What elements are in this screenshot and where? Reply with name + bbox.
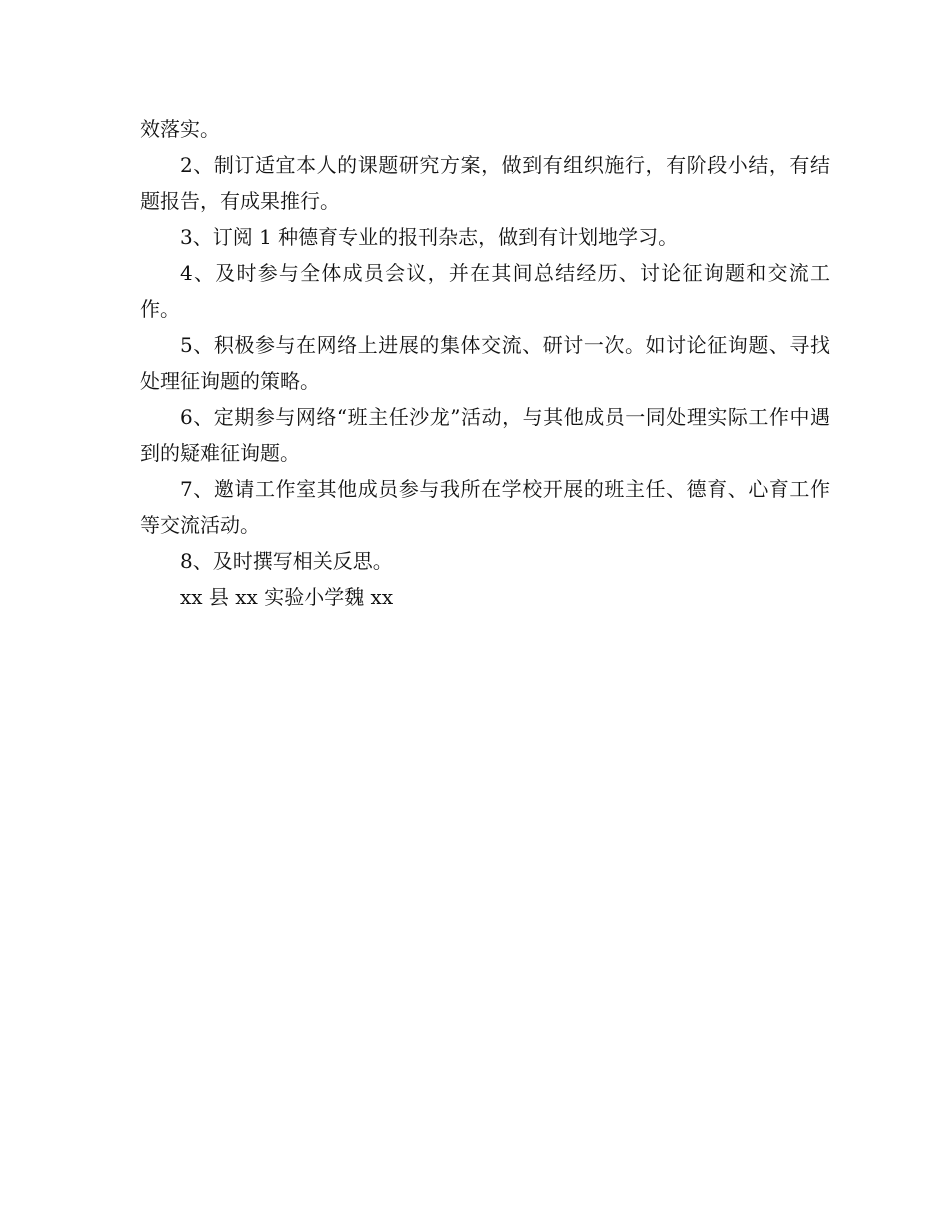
list-item-7: 7、邀请工作室其他成员参与我所在学校开展的班主任、德育、心育工作等交流活动。 (140, 477, 830, 537)
list-item-2: 2、制订适宜本人的课题研究方案，做到有组织施行，有阶段小结，有结题报告，有成果推行。 (140, 153, 830, 213)
list-item-6: 6、定期参与网络“班主任沙龙”活动，与其他成员一同处理实际工作中遇到的疑难征询题。 (140, 405, 830, 465)
list-item-4: 4、及时参与全体成员会议，并在其间总结经历、讨论征询题和交流工作。 (140, 261, 830, 321)
paragraph-continuation: 效落实。 (140, 117, 220, 141)
list-item-8: 8、及时撰写相关反思。 (180, 549, 393, 573)
document-body (140, 111, 830, 615)
signature: xx 县 xx 实验小学魏 xx (180, 585, 394, 609)
list-item-3: 3、订阅 1 种德育专业的报刊杂志，做到有计划地学习。 (180, 225, 679, 249)
list-item-5: 5、积极参与在网络上进展的集体交流、研讨一次。如讨论征询题、寻找处理征询题的策略。 (140, 333, 830, 393)
